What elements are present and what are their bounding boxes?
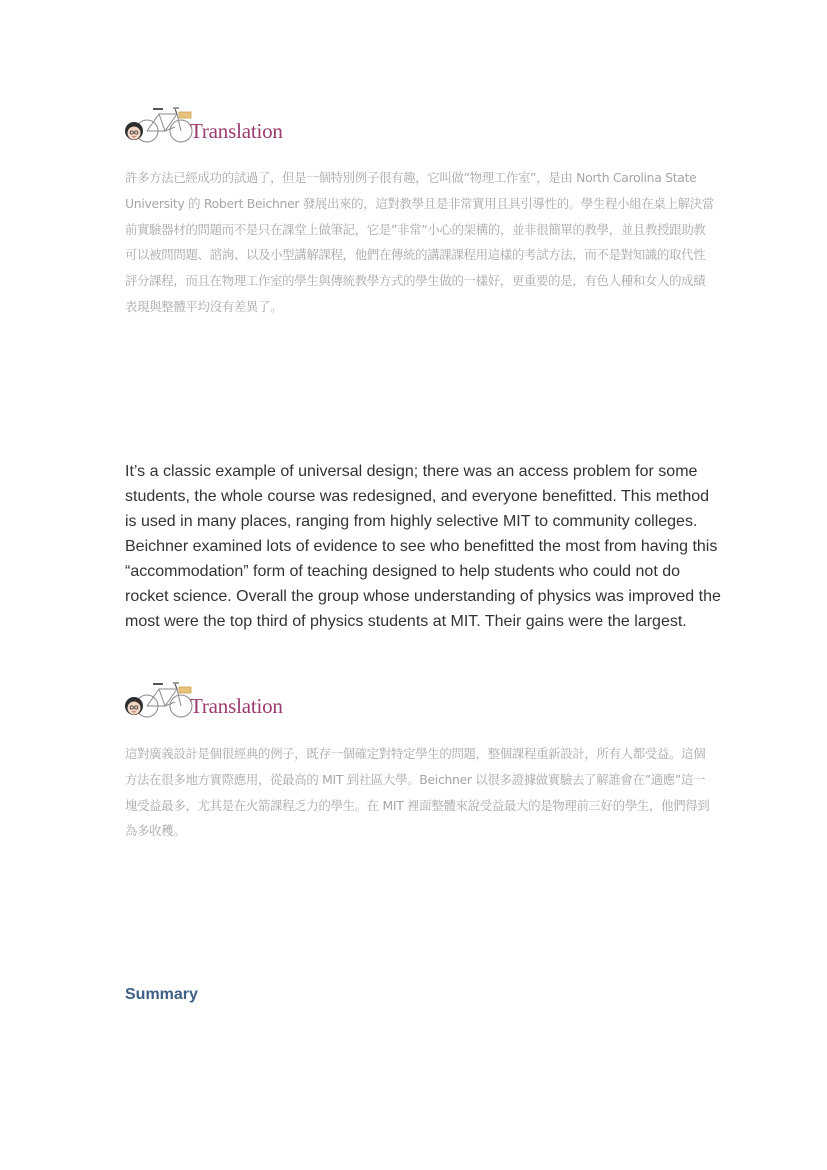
translation-logo	[123, 675, 298, 721]
summary-heading: Summary	[125, 986, 198, 1003]
paragraph-english: It’s a classic example of universal design; there was an access problem for some students, the whole course was redesigned, and everyone benefitted. This method is used in many places, ranging from highly selective MIT to community colleges. Beichner examined lots of evidence to see who benefitted the most from having this “accommodation” form of teaching designed to help students who could not do rocket science. Overall the group whose understanding of physics was improved the most were the top third of physics students at MIT. Their gains were the largest.	[125, 463, 721, 630]
paragraph-chinese-2: 這對廣義設計是個很經典的例子，既存一個確定對特定學生的問題，整個課程重新設計，所有人都受益。這個方法在很多地方實際應用，從最高的 MIT 到社區大學。Beichner 以很多證據做實驗去了解誰會在”適應”這一塊受益最多，尤其是在火箭課程乏力的學生。在 MIT 裡面整體來說受益最大的是物理前三好的學生，他們得到為多收穫。	[125, 746, 710, 839]
translation-logo-label: Translation	[190, 694, 283, 718]
translation-logo	[123, 100, 298, 146]
translation-logo-label: Translation	[190, 119, 283, 143]
paragraph-chinese-1: 許多方法已經成功的試過了，但是一個特別例子很有趣，它叫做”物理工作室”，是由 North Carolina State University 的 Robert Beichner 發展出來的，這對教學且是非常實用且具引導性的。學生程小組在桌上解決當前實驗器材的問題而不是只在課堂上做筆記，它是”非常”小心的架構的，並非很簡單的教學，並且教授跟助教可以被問問題、諮詢、以及小型講解課程，他們在傳統的講課課程用這樣的考試方法，而不是對知識的取代性評分課程，而且在物理工作室的學生與傳統教學方式的學生做的一樣好，更重要的是，有色人種和女人的成績表現與整體平均沒有差異了。	[125, 170, 714, 314]
